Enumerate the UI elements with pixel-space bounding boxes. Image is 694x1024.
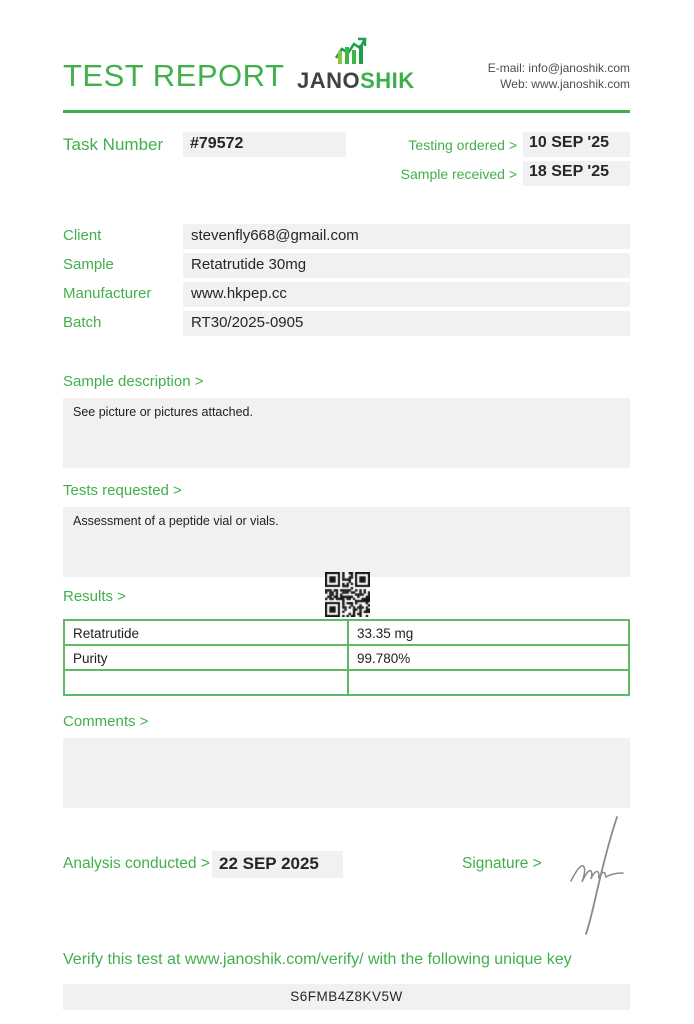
- logo-text-green: SHIK: [360, 68, 415, 93]
- janoshik-logo: [297, 36, 415, 94]
- analysis-conducted-value: 22 SEP 2025: [212, 851, 343, 878]
- contact-info: [488, 60, 630, 92]
- signature-label: Signature >: [462, 855, 542, 872]
- table-row: [64, 620, 629, 645]
- table-row: [64, 645, 629, 670]
- analysis-conducted-label: Analysis conducted >: [63, 855, 210, 872]
- comments-label: Comments >: [63, 713, 149, 730]
- client-value: stevenfly668@gmail.com: [183, 224, 630, 249]
- sample-received-label: Sample received >: [400, 166, 517, 182]
- task-number-label: Task Number: [63, 135, 164, 154]
- tests-requested-box: Assessment of a peptide vial or vials.: [63, 507, 630, 577]
- tests-requested-label: Tests requested >: [63, 482, 182, 499]
- sample-label: Sample: [63, 256, 114, 273]
- result-name: Purity: [64, 645, 348, 670]
- page-title: TEST REPORT: [63, 58, 285, 93]
- signature-image: [553, 813, 628, 938]
- header-divider: [63, 110, 630, 113]
- result-value: [348, 670, 629, 695]
- comments-box: [63, 738, 630, 808]
- manufacturer-value: www.hkpep.cc: [183, 282, 630, 307]
- result-value: 99.780%: [348, 645, 629, 670]
- chart-logo-icon: [330, 36, 370, 66]
- batch-label: Batch: [63, 314, 102, 331]
- results-table: [63, 619, 630, 696]
- contact-web: Web: www.janoshik.com: [500, 77, 630, 91]
- unique-key-value: S6FMB4Z8KV5W: [63, 984, 630, 1010]
- sample-description-box: See picture or pictures attached.: [63, 398, 630, 468]
- sample-description-label: Sample description >: [63, 373, 204, 390]
- contact-email: E-mail: info@janoshik.com: [487, 61, 630, 75]
- testing-ordered-value: 10 SEP '25: [523, 132, 630, 157]
- table-row: [64, 670, 629, 695]
- testing-ordered-label: Testing ordered >: [408, 137, 517, 153]
- logo-text-dark: JANO: [297, 68, 361, 93]
- logo-wordmark: [297, 68, 415, 94]
- client-label: Client: [63, 227, 102, 244]
- manufacturer-label: Manufacturer: [63, 285, 152, 302]
- batch-value: RT30/2025-0905: [183, 311, 630, 336]
- results-label: Results >: [63, 588, 126, 605]
- task-number-value: #79572: [183, 132, 346, 157]
- result-name: [64, 670, 348, 695]
- result-name: Retatrutide: [64, 620, 348, 645]
- qr-code-icon: [325, 572, 370, 617]
- verify-text: Verify this test at www.janoshik.com/verify/ with the following unique key: [63, 951, 572, 968]
- sample-received-value: 18 SEP '25: [523, 161, 630, 186]
- sample-value: Retatrutide 30mg: [183, 253, 630, 278]
- result-value: 33.35 mg: [348, 620, 629, 645]
